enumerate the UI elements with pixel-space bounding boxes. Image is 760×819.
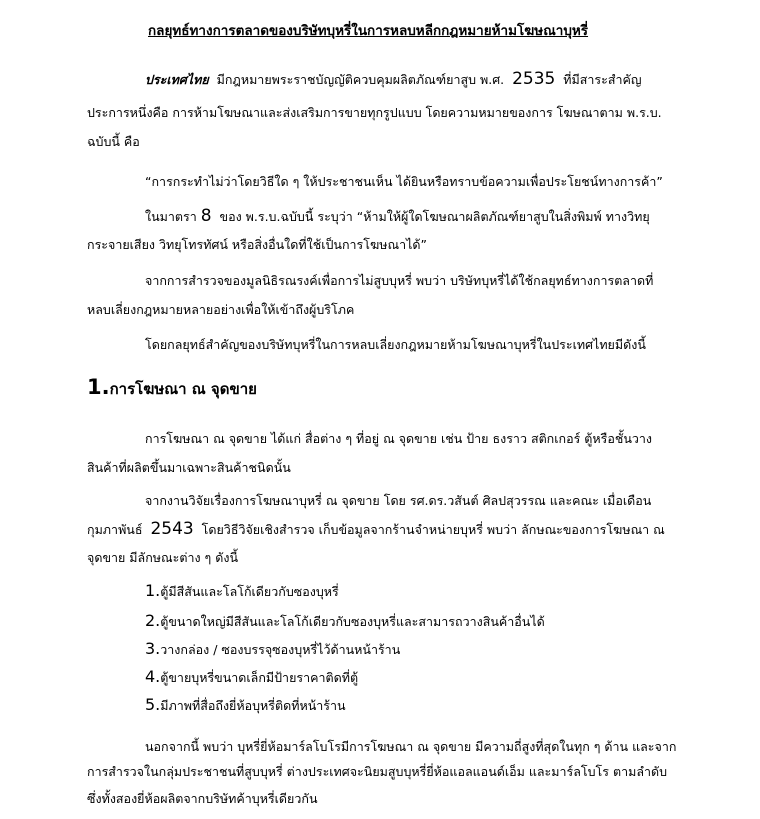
paragraph-1-line-2: ประการหนึ่งคือ การห้ามโฆษณาและส่งเสริมการขายทุกรูปแบบ โดยความหมายของการ โฆษณาตาม พ.ร.บ.	[87, 105, 662, 120]
paragraph-3-line-1: จากการสำรวจของมูลนิธิรณรงค์เพื่อการไม่สูบบุหรี่ พบว่า บริษัทบุหรี่ได้ใช้กลยุทธ์ทางการตลาดที่	[145, 273, 654, 288]
research-year: 2543	[150, 519, 194, 539]
list-item-text: ตู้มีสีสันและโลโก้เดียวกับซองบุหรี่	[160, 584, 339, 599]
paragraph-6-line-3: จุดขาย มีลักษณะต่าง ๆ ดังนี้	[87, 550, 238, 565]
list-item-text: วางกล่อง / ซองบรรจุซองบุหรี่ไว้ด้านหน้าร้าน	[160, 642, 401, 657]
section-1-title: การโฆษณา ณ จุดขาย	[109, 380, 257, 398]
paragraph-6-text-a: กุมภาพันธ์	[87, 522, 143, 537]
paragraph-2-text-a: ในมาตรา	[145, 209, 197, 224]
list-item	[145, 640, 400, 659]
list-item	[145, 668, 358, 687]
paragraph-4: โดยกลยุทธ์สำคัญของบริษัทบุหรี่ในการหลบเลี่ยงกฎหมายห้ามโฆษณาบุหรี่ในประเทศไทยมีดังนี้	[145, 337, 646, 352]
list-item-number: 3.	[145, 639, 161, 658]
section-1-number: 1.	[87, 375, 110, 399]
definition-quote: “การกระทำไม่ว่าโดยวิธีใด ๆ ให้ประชาชนเห็น ได้ยินหรือทราบข้อความเพื่อประโยชน์ทางการค้า”	[145, 174, 663, 189]
paragraph-6-text-b: โดยวิธีวิจัยเชิงสำรวจ เก็บข้อมูลจากร้านจำหน่ายบุหรี่ พบว่า ลักษณะของการโฆษณา ณ	[201, 522, 665, 537]
paragraph-2-line-2: กระจายเสียง วิทยุโทรทัศน์ หรือสิ่งอื่นใดที่ใช้เป็นการโฆษณาได้”	[87, 237, 427, 252]
paragraph-1-text-a: มีกฎหมายพระราชบัญญัติควบคุมผลิตภัณฑ์ยาสูบ พ.ศ.	[216, 72, 505, 87]
paragraph-7-line-1: นอกจากนี้ พบว่า บุหรี่ยี่ห้อมาร์ลโบโรมีการโฆษณา ณ จุดขาย มีความถี่สูงที่สุดในทุก ๆ ด้าน และจาก	[145, 739, 677, 754]
list-item-text: มีภาพที่สื่อถึงยี่ห้อบุหรี่ติดที่หน้าร้าน	[160, 698, 346, 713]
list-item-number: 5.	[145, 695, 161, 714]
paragraph-3-line-2: หลบเลี่ยงกฎหมายหลายอย่างเพื่อให้เข้าถึงผู้บริโภค	[87, 302, 355, 317]
paragraph-1-line-3: ฉบับนี้ คือ	[87, 134, 140, 149]
list-item	[145, 696, 346, 715]
list-item	[145, 582, 339, 601]
document-title: กลยุทธ์ทางการตลาดของบริษัทบุหรี่ในการหลบหลีกกฎหมายห้ามโฆษณาบุหรี่	[148, 23, 589, 39]
paragraph-1-text-b: ที่มีสาระสำคัญ	[563, 72, 642, 87]
act-year: 2535	[512, 69, 556, 89]
list-item-number: 4.	[145, 667, 161, 686]
paragraph-5-line-1: การโฆษณา ณ จุดขาย ได้แก่ สื่อต่าง ๆ ที่อยู่ ณ จุดขาย เช่น ป้าย ธงราว สติกเกอร์ ตู้หรือชั้นวาง	[145, 431, 653, 446]
list-item-text: ตู้ขายบุหรี่ขนาดเล็กมีป้ายราคาติดที่ตู้	[160, 670, 359, 685]
list-item-text: ตู้ขนาดใหญ่มีสีสันและโลโก้เดียวกับซองบุหรี่และสามารถวางสินค้าอื่นได้	[160, 614, 545, 629]
paragraph-2-text-b: ของ พ.ร.บ.ฉบับนี้ ระบุว่า “ห้ามให้ผู้ใดโฆษณาผลิตภัณฑ์ยาสูบในสิ่งพิมพ์ ทางวิทยุ	[219, 209, 650, 224]
paragraph-6-line-1: จากงานวิจัยเรื่องการโฆษณาบุหรี่ ณ จุดขาย โดย รศ.ดร.วสันต์ ศิลปสุวรรณ และคณะ เมื่อเดือน	[145, 493, 652, 508]
paragraph-7-line-3: ซึ่งทั้งสองยี่ห้อผลิตจากบริษัทค้าบุหรี่เดียวกัน	[87, 791, 318, 806]
list-item-number: 2.	[145, 611, 161, 630]
country-name: ประเทศไทย	[145, 72, 209, 87]
paragraph-7-line-2: การสำรวจในกลุ่มประชาชนที่สูบบุหรี่ ต่างประเทศจะนิยมสูบบุหรี่ยี่ห้อแอลแอนด์เอ็ม และมาร์ลโบโร ตามลำดับ	[87, 764, 668, 779]
paragraph-2-line-1	[145, 207, 650, 226]
section-number: 8	[200, 206, 212, 226]
list-item-number: 1.	[145, 581, 161, 600]
section-1-heading	[87, 376, 257, 400]
paragraph-6-line-2	[87, 520, 665, 539]
paragraph-5-line-2: สินค้าที่ผลิตขึ้นมาเฉพาะสินค้าชนิดนั้น	[87, 460, 291, 475]
paragraph-1-line-1	[145, 70, 642, 89]
list-item	[145, 612, 545, 631]
